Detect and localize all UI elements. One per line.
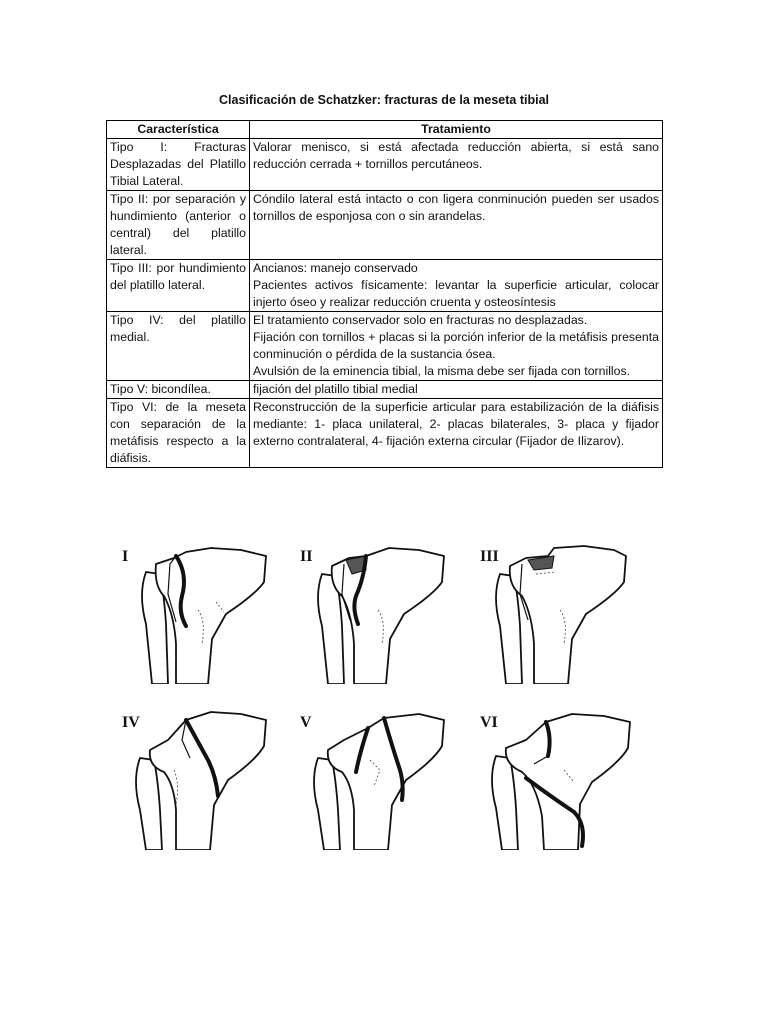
table-row — [107, 191, 663, 260]
panel-type-i — [116, 534, 286, 684]
caracteristica-cell: Tipo VI: de la meseta con separación de la metáfisis respecto a la diáfisis. — [107, 399, 250, 468]
tratamiento-line: Valorar menisco, si está afectada reducción abierta, si está sano reducción cerrada + tornillos percutáneos. — [253, 140, 659, 171]
tratamiento-cell — [250, 312, 663, 381]
tratamiento-cell — [250, 260, 663, 312]
panel-type-iv — [116, 700, 286, 850]
caracteristica-cell: Tipo III: por hundimiento del platillo lateral. — [107, 260, 250, 312]
panel-type-iii — [474, 534, 644, 684]
tratamiento-line: Avulsión de la eminencia tibial, la misma debe ser fijada con tornillos. — [253, 364, 631, 378]
table-header-row — [107, 121, 663, 139]
panel-label: IV — [122, 714, 140, 731]
caracteristica-cell: Tipo IV: del platillo medial. — [107, 312, 250, 381]
document-title: Clasificación de Schatzker: fracturas de la meseta tibial — [219, 93, 549, 107]
panel-label: II — [300, 548, 313, 565]
panel-type-ii — [294, 534, 464, 684]
tratamiento-line: El tratamiento conservador solo en fracturas no desplazadas. — [253, 313, 588, 327]
tratamiento-cell — [250, 399, 663, 468]
tratamiento-line: Reconstrucción de la superficie articular para estabilización de la diáfisis mediante: 1- placa unilateral, 2- placas bilaterales, 3- placa y fijador externo contralateral, 4- fijación externa circular (Fijador de Ilizarov). — [253, 400, 659, 448]
table-row — [107, 381, 663, 399]
panel-label: I — [122, 548, 129, 565]
schatzker-illustration — [116, 534, 652, 850]
table-row — [107, 260, 663, 312]
header-caracteristica: Característica — [107, 121, 250, 139]
panel-type-vi — [474, 700, 644, 850]
header-tratamiento: Tratamiento — [250, 121, 663, 139]
panel-label: VI — [480, 714, 498, 731]
tratamiento-line: fijación del platillo tibial medial — [253, 382, 418, 396]
caracteristica-cell: Tipo II: por separación y hundimiento (anterior o central) del platillo lateral. — [107, 191, 250, 260]
tratamiento-line: Cóndilo lateral está intacto o con ligera conminución pueden ser usados tornillos de esponjosa con o sin arandelas. — [253, 192, 659, 223]
table-row — [107, 399, 663, 468]
table-row — [107, 139, 663, 191]
table-row — [107, 312, 663, 381]
panel-label: III — [480, 548, 499, 565]
tratamiento-line: Fijación con tornillos + placas si la porción inferior de la metáfisis presenta conminución o pérdida de la sustancia ósea. — [253, 330, 659, 361]
tibia-drawing-type-vi — [474, 700, 644, 850]
tibia-drawing-type-v — [294, 700, 464, 850]
tibia-drawing-type-ii — [294, 534, 464, 684]
caracteristica-cell: Tipo V: bicondílea. — [107, 381, 250, 399]
schatzker-table — [106, 120, 663, 468]
tratamiento-line: Ancianos: manejo conservado — [253, 261, 418, 275]
tibia-drawing-type-iii — [474, 534, 644, 684]
tratamiento-line: Pacientes activos físicamente: levantar la superficie articular, colocar injerto óseo y realizar reducción cruenta y osteosíntesis — [253, 278, 659, 309]
tratamiento-cell — [250, 381, 663, 399]
caracteristica-cell: Tipo I: Fracturas Desplazadas del Platillo Tibial Lateral. — [107, 139, 250, 191]
panel-label: V — [300, 714, 312, 731]
tibia-drawing-type-i — [116, 534, 286, 684]
tibia-drawing-type-iv — [116, 700, 286, 850]
tratamiento-cell — [250, 139, 663, 191]
panel-type-v — [294, 700, 464, 850]
tratamiento-cell — [250, 191, 663, 260]
